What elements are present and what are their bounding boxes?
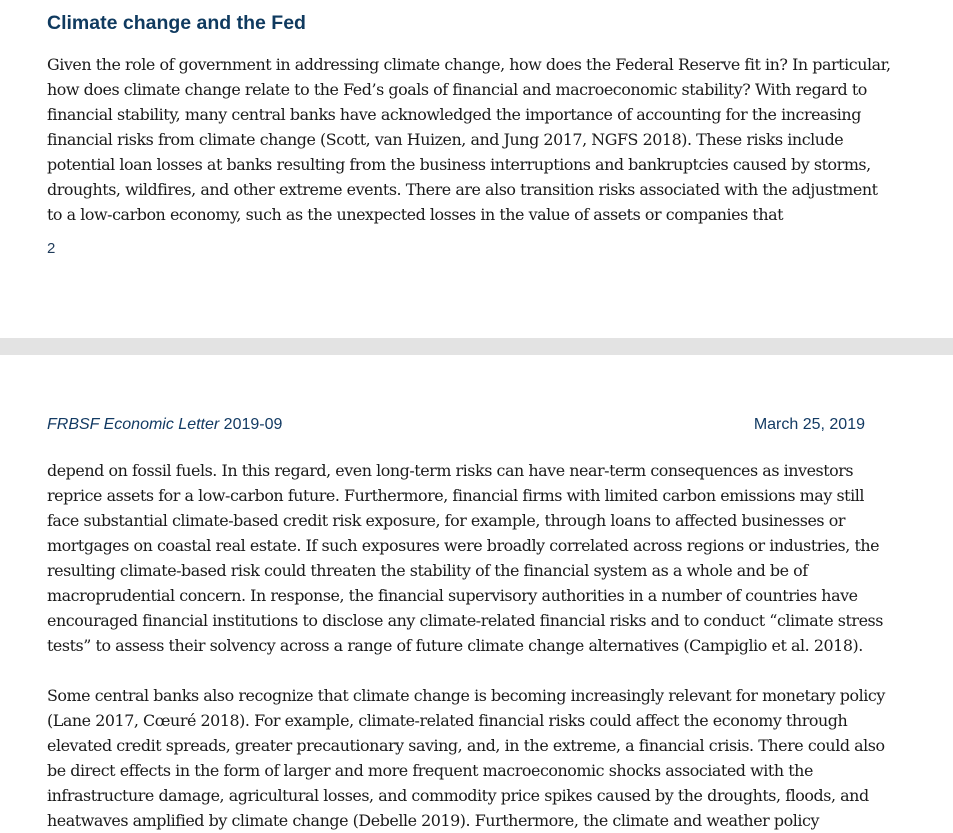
page-2 — [0, 0, 953, 338]
page-3 — [0, 355, 953, 830]
section-heading: Climate change and the Fed — [47, 12, 306, 34]
body-paragraph: Given the role of government in addressing climate change, how does the Federal Reserve fit in? In particular, how does climate change relate to the Fed’s goals of financial and macroeconomic stability? With regard to financial stability, many central banks have acknowledged the importance of accounting for the increasing financial risks from climate change (Scott, van Huizen, and Jung 2017, NGFS 2018). These risks include potential loan losses at banks resulting from the business interruptions and bankruptcies caused by storms, droughts, wildfires, and other extreme events. There are also transition risks associated with the adjustment to a low-carbon economy, such as the unexpected losses in the value of assets or companies that — [47, 55, 891, 224]
running-header — [47, 416, 865, 436]
page-separator — [0, 338, 953, 355]
body-paragraph: depend on fossil fuels. In this regard, even long-term risks can have near-term consequences as investors reprice assets for a low-carbon future. Furthermore, financial firms with limited carbon emissions may still face substantial climate-based credit risk exposure, for example, through loans to affected businesses or mortgages on coastal real estate. If such exposures were broadly correlated across regions or industries, the resulting climate-based risk could threaten the stability of the financial system as a whole and be of macroprudential concern. In response, the financial supervisory authorities in a number of countries have encouraged financial institutions to disclose any climate-related financial risks and to conduct “climate stress tests” to assess their solvency across a range of future climate change alternatives (Campiglio et al. 2018). — [47, 461, 883, 655]
header-date: March 25, 2019 — [753, 416, 865, 433]
header-publication — [47, 416, 282, 434]
body-paragraph: Some central banks also recognize that climate change is becoming increasingly relevant for monetary policy (Lane 2017, Cœuré 2018). For example, climate-related financial risks could affect the economy through elevated credit spreads, greater precautionary saving, and, in the extreme, a financial crisis. There could also be direct effects in the form of larger and more frequent macroeconomic shocks associated with the infrastructure damage, agricultural losses, and commodity price spikes caused by the droughts, floods, and heatwaves amplified by climate change (Debelle 2019). Furthermore, the climate and weather policy — [47, 686, 885, 830]
header-journal-name: FRBSF Economic Letter — [47, 416, 220, 433]
page-number: 2 — [47, 240, 56, 257]
header-issue-number: 2019-09 — [223, 416, 283, 433]
